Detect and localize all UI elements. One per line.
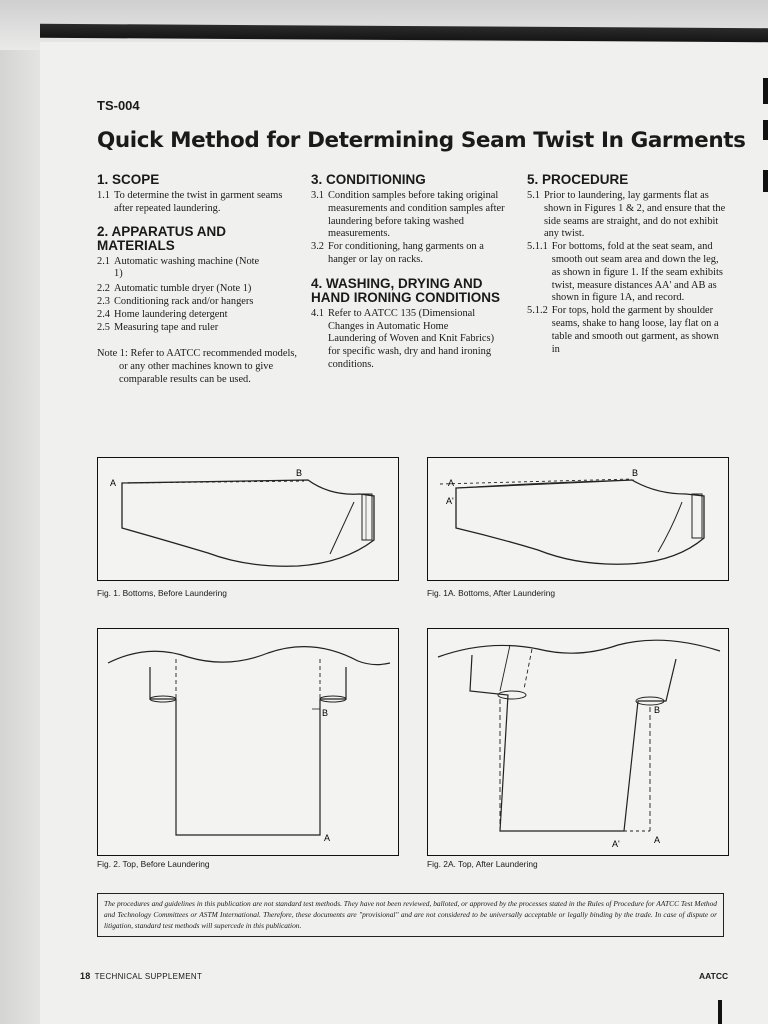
- footer-org: AATCC: [699, 971, 729, 981]
- item-text: Automatic washing machine (Note 1): [114, 255, 260, 280]
- label-b: B: [296, 468, 303, 478]
- list-item: [311, 190, 513, 241]
- item-text: Condition samples before taking original measurements and condition samples after laundering before taking washed measurements.: [328, 190, 505, 240]
- item-number: 3.1: [311, 190, 324, 201]
- column-middle: [311, 173, 513, 372]
- column-right: [527, 173, 727, 356]
- scan-margin: [0, 0, 40, 1024]
- item-number: 3.2: [311, 241, 324, 253]
- disclaimer-box: The procedures and guidelines in this publication are not standard test methods. They have not been reviewed, balloted, or approved by the processes stated in the Rules of Procedure for AATCC Test Method and Technology Committees or ASTM International. Therefore, these documents are "provisional" and are not considered to be universally acceptable or legally binding by the trade. In case of dispute or litigation, standard test methods will supercede in this publication.: [97, 893, 724, 937]
- label-b: B: [632, 468, 639, 478]
- item-number: 5.1.2: [527, 305, 548, 317]
- item-text: Conditioning rack and/or hangers: [114, 295, 254, 307]
- item-text: For conditioning, hang garments on a hanger or lay on racks.: [328, 241, 484, 265]
- figure-top-after: [427, 628, 729, 856]
- edge-mark: [718, 1000, 722, 1024]
- item-number: 4.1: [311, 307, 324, 319]
- item-text: For bottoms, fold at the seat seam, and smooth out seam area and down the leg, as shown in figure 1. If the seam exhibits twist, measure distances AA' and AB as shown in figure 1A, and record.: [551, 241, 723, 304]
- label-a-prime: A': [612, 839, 620, 849]
- apparatus-heading: 2. APPARATUS AND MATERIALS: [97, 223, 227, 253]
- list-item: [527, 241, 727, 305]
- item-text: Prior to laundering, lay garments flat as shown in Figures 1 & 2, and ensure that the side seams are straight, and do not exhibit any twist.: [544, 190, 726, 240]
- list-item: [311, 241, 513, 267]
- label-a: A: [110, 478, 117, 488]
- list-item: [97, 256, 292, 282]
- edge-mark: [763, 170, 768, 192]
- figure-bottoms-before: [97, 457, 399, 581]
- item-number: 2.5: [97, 321, 110, 333]
- item-number: 1.1: [97, 190, 110, 201]
- list-item: [311, 308, 513, 372]
- item-number: 2.1: [97, 255, 110, 267]
- washing-heading: 4. WASHING, DRYING AND HAND IRONING CONDITIONS: [311, 275, 500, 305]
- label-a: A: [448, 478, 455, 488]
- doc-code: TS-004: [97, 98, 140, 113]
- item-text: Automatic tumble dryer (Note 1): [114, 283, 252, 295]
- edge-mark: [763, 78, 768, 104]
- label-a: A: [324, 833, 331, 843]
- page-number: 18: [80, 971, 91, 981]
- list-item: [97, 296, 292, 309]
- list-item: [97, 309, 292, 322]
- figure-bottoms-after: [427, 457, 729, 581]
- item-text: Home laundering detergent: [114, 308, 228, 320]
- figure-top-before: [97, 628, 399, 856]
- item-text: To determine the twist in garment seams after repeated laundering.: [114, 190, 283, 214]
- list-item: [97, 322, 292, 335]
- edge-mark: [763, 120, 768, 140]
- figure-caption: Fig. 2. Top, Before Laundering: [97, 859, 210, 869]
- item-text: Refer to AATCC 135 (Dimensional Changes in Automatic Home Laundering of Woven and Knit Fabrics) for specific wash, dry and hand ironing conditions.: [328, 307, 495, 370]
- footer-label: TECHNICAL SUPPLEMENT: [94, 972, 203, 981]
- note-text: Note 1: Refer to AATCC recommended models, or any other machines known to give comparable results can be used.: [97, 348, 297, 385]
- item-number: 5.1: [527, 190, 540, 201]
- figure-caption: Fig. 2A. Top, After Laundering: [427, 859, 538, 869]
- page-title: Quick Method for Determining Seam Twist In Garments: [97, 128, 746, 153]
- item-text: Measuring tape and ruler: [114, 321, 219, 333]
- figure-caption: Fig. 1A. Bottoms, After Laundering: [427, 588, 556, 598]
- bottoms-before-illustration: [98, 458, 398, 580]
- figure-caption: Fig. 1. Bottoms, Before Laundering: [97, 588, 227, 598]
- list-item: [527, 190, 727, 241]
- item-number: 2.4: [97, 308, 110, 320]
- item-number: 5.1.1: [527, 241, 548, 253]
- procedure-heading: 5. PROCEDURE: [527, 172, 629, 187]
- column-left: [97, 172, 297, 387]
- list-item: [527, 305, 727, 356]
- list-item: [97, 283, 292, 296]
- bottoms-after-illustration: [428, 458, 728, 580]
- label-a-prime: A': [446, 496, 454, 506]
- item-number: 2.3: [97, 295, 110, 307]
- list-item: [97, 190, 292, 216]
- item-number: 2.2: [97, 283, 110, 295]
- conditioning-heading: 3. CONDITIONING: [311, 172, 426, 187]
- label-b: B: [654, 705, 661, 715]
- top-before-illustration: [98, 629, 398, 855]
- scope-heading: 1. SCOPE: [97, 172, 160, 187]
- label-a: A: [654, 835, 661, 845]
- page-footer: [80, 971, 202, 981]
- item-text: For tops, hold the garment by shoulder seams, shake to hang loose, lay flat on a table and smooth out garment, as shown in: [551, 305, 719, 355]
- label-b: B: [322, 708, 329, 718]
- top-after-illustration: [428, 629, 728, 855]
